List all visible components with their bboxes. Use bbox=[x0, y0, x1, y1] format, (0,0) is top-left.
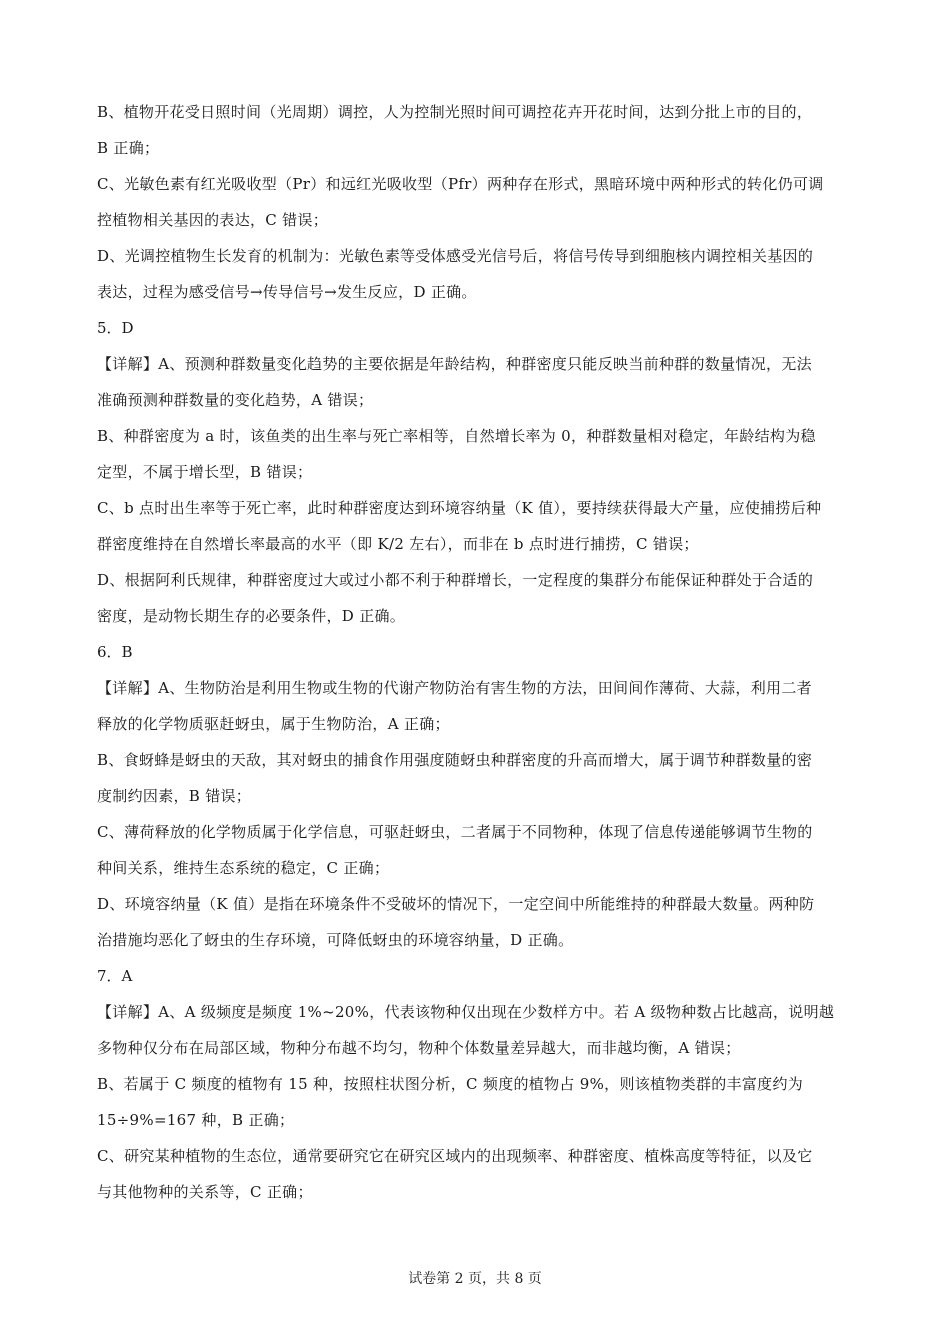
page-body bbox=[97, 94, 857, 1210]
text-line: 【详解】A、A 级频度是频度 1%~20%，代表该物种仅出现在少数样方中。若 A 级物种数占比越高，说明越 bbox=[97, 1003, 835, 1021]
text-line: 密度，是动物长期生存的必要条件，D 正确。 bbox=[97, 607, 406, 625]
text-line: 与其他物种的关系等，C 正确； bbox=[97, 1183, 313, 1201]
text-line: 释放的化学物质驱赶蚜虫，属于生物防治，A 正确； bbox=[97, 715, 450, 733]
question-answer: 5．D bbox=[97, 319, 134, 337]
text-line: D、光调控植物生长发育的机制为：光敏色素等受体感受光信号后，将信号传导到细胞核内调控相关基因的 bbox=[97, 247, 814, 265]
text-line: C、薄荷释放的化学物质属于化学信息，可驱赶蚜虫，二者属于不同物种，体现了信息传递能够调节生物的 bbox=[97, 823, 813, 841]
text-line: B、植物开花受日照时间（光周期）调控，人为控制光照时间可调控花卉开花时间，达到分批上市的目的， bbox=[97, 103, 813, 121]
question-answer: 6．B bbox=[97, 643, 133, 661]
page-footer: 试卷第 2 页，共 8 页 bbox=[408, 1271, 542, 1287]
text-line: B 正确； bbox=[97, 139, 160, 157]
text-line: 治措施均恶化了蚜虫的生存环境，可降低蚜虫的环境容纳量，D 正确。 bbox=[97, 931, 574, 949]
text-line: B、若属于 C 频度的植物有 15 种，按照柱状图分析，C 频度的植物占 9%，则该植物类群的丰富度约为 bbox=[97, 1075, 804, 1093]
text-line: 15÷9%=167 种，B 正确； bbox=[97, 1111, 295, 1129]
text-line: B、种群密度为 a 时，该鱼类的出生率与死亡率相等，自然增长率为 0，种群数量相对稳定，年龄结构为稳 bbox=[97, 427, 816, 445]
text-line: 度制约因素，B 错误； bbox=[97, 787, 252, 805]
text-line: 准确预测种群数量的变化趋势，A 错误； bbox=[97, 391, 374, 409]
question-answer: 7．A bbox=[97, 967, 133, 985]
text-line: C、光敏色素有红光吸收型（Pr）和远红光吸收型（Pfr）两种存在形式，黑暗环境中两种形式的转化仍可调 bbox=[97, 175, 824, 193]
text-line: 【详解】A、生物防治是利用生物或生物的代谢产物防治有害生物的方法，田间间作薄荷、大蒜，利用二者 bbox=[97, 679, 812, 697]
text-line: C、研究某种植物的生态位，通常要研究它在研究区域内的出现频率、种群密度、植株高度等特征，以及它 bbox=[97, 1147, 813, 1165]
text-line: C、b 点时出生率等于死亡率，此时种群密度达到环境容纳量（K 值），要持续获得最大产量，应使捕捞后种 bbox=[97, 499, 822, 517]
text-line: B、食蚜蜂是蚜虫的天敌，其对蚜虫的捕食作用强度随蚜虫种群密度的升高而增大，属于调节种群数量的密 bbox=[97, 751, 813, 769]
text-line: 表达，过程为感受信号→传导信号→发生反应，D 正确。 bbox=[97, 283, 477, 301]
text-line: 【详解】A、预测种群数量变化趋势的主要依据是年龄结构，种群密度只能反映当前种群的数量情况，无法 bbox=[97, 355, 812, 373]
text-line: 种间关系，维持生态系统的稳定，C 正确； bbox=[97, 859, 390, 877]
text-line: D、根据阿利氏规律，种群密度过大或过小都不利于种群增长，一定程度的集群分布能保证种群处于合适的 bbox=[97, 571, 814, 589]
text-line: 控植物相关基因的表达，C 错误； bbox=[97, 211, 329, 229]
text-line: 群密度维持在自然增长率最高的水平（即 K/2 左右），而非在 b 点时进行捕捞，C 错误； bbox=[97, 535, 699, 553]
text-line: 定型，不属于增长型，B 错误； bbox=[97, 463, 313, 481]
text-line: 多物种仅分布在局部区域，物种分布越不均匀，物种个体数量差异越大，而非越均衡，A 错误； bbox=[97, 1039, 741, 1057]
text-line: D、环境容纳量（K 值）是指在环境条件不受破坏的情况下，一定空间中所能维持的种群最大数量。两种防 bbox=[97, 895, 815, 913]
